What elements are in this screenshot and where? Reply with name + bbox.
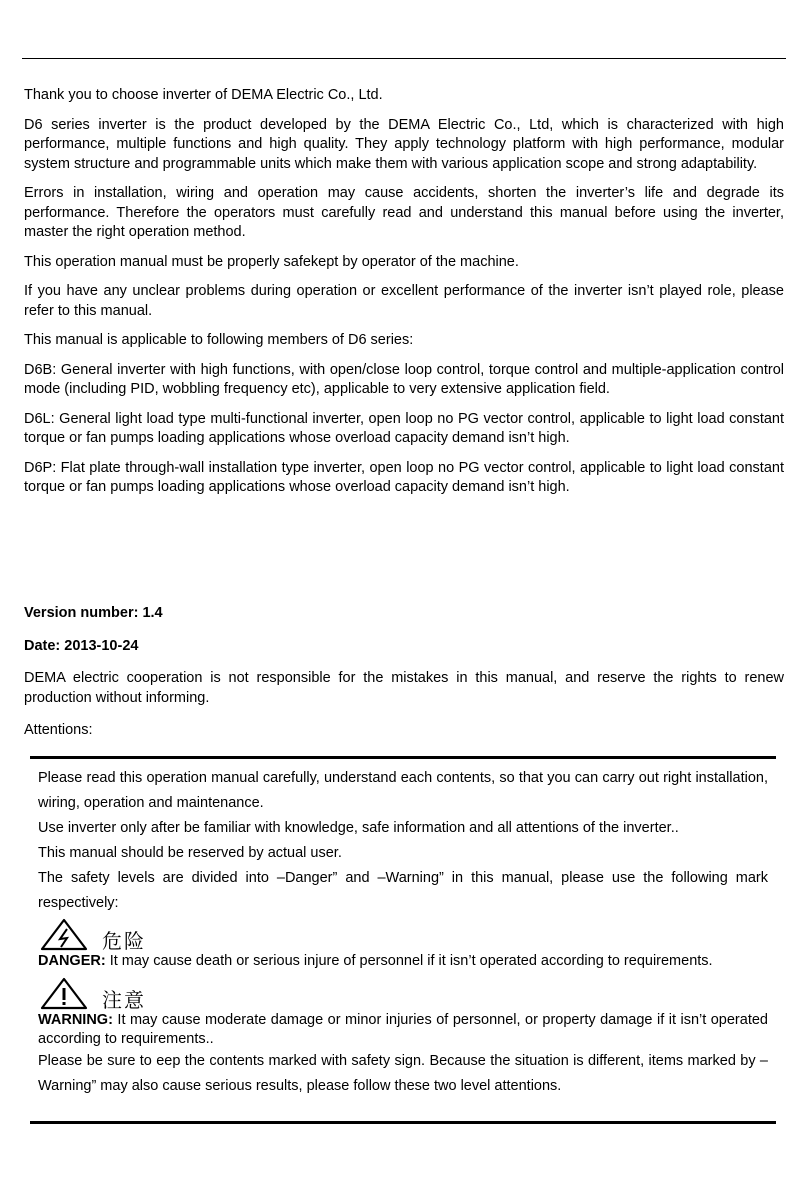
danger-chinese-label: 危险: [102, 929, 146, 953]
unclear-paragraph: If you have any unclear problems during operation or excellent performance of the inverter isn’t played role, please refer to this manual.: [24, 283, 784, 319]
d6b-paragraph: D6B: General inverter with high functions, with open/close loop control, torque control and multiple-application control mode (including PID, wobbling frequency etc), applicable to very extensive application field.: [24, 361, 784, 397]
follow-attentions-text: Please be sure to eep the contents marked with safety sign. Because the situation is different, items marked by –Warning” may also cause serious results, please follow these two level attentions.: [38, 1053, 768, 1094]
product-paragraph: D6 series inverter is the product developed by the DEMA Electric Co., Ltd, which is characterized with high performance, multiple functions and high quality. They apply technology platform with high performance, modular system structure and programmable units which make them with various application scope and strong adaptability.: [24, 116, 784, 172]
warning-triangle-icon: [38, 977, 94, 1011]
attentions-label: Attentions:: [24, 722, 93, 738]
reserved-text: This manual should be reserved by actual user.: [38, 845, 342, 861]
d6p-paragraph: D6P: Flat plate through-wall installation type inverter, open loop no PG vector control, applicable to light load constant torque or fan pumps loading applications whose overload capacity demand isn’t high.: [24, 459, 784, 495]
date: Date: 2013-10-24: [24, 637, 139, 654]
warning-sign: [38, 977, 768, 1011]
warning-text: [38, 1011, 768, 1049]
danger-description: It may cause death or serious injure of personnel if it isn’t operated according to requirements.: [105, 953, 713, 969]
danger-sign: [38, 918, 768, 952]
danger-keyword: DANGER:: [38, 953, 106, 969]
top-rule: [22, 58, 786, 59]
safekeep-paragraph: This operation manual must be properly safekept by operator of the machine.: [24, 253, 519, 270]
familiar-text: Use inverter only after be familiar with knowledge, safe information and all attentions of the inverter..: [38, 820, 679, 836]
warning-keyword: WARNING:: [38, 1012, 113, 1028]
safety-levels-text: The safety levels are divided into –Danger” and –Warning” in this manual, please use the following mark respectively:: [38, 870, 768, 911]
attentions-box: [30, 756, 776, 1124]
danger-triangle-icon: [38, 918, 94, 952]
warning-chinese-label: 注意: [102, 988, 146, 1012]
warning-description: It may cause moderate damage or minor injuries of personnel, or property damage if it isn’t operated according to requirements..: [38, 1012, 768, 1047]
disclaimer-paragraph: DEMA electric cooperation is not responsible for the mistakes in this manual, and reserve the rights to renew production without informing.: [24, 670, 784, 706]
intro-section: [24, 86, 784, 508]
meta-section: [24, 604, 784, 754]
errors-paragraph: Errors in installation, wiring and operation may cause accidents, shorten the inverter’s life and degrade its performance. Therefore the operators must carefully read and understand this manual before using the inverter, master the right operation method.: [24, 185, 784, 240]
read-manual-text: Please read this operation manual carefully, understand each contents, so that you can carry out right installation, wiring, operation and maintenance.: [38, 770, 768, 811]
applicable-paragraph: This manual is applicable to following members of D6 series:: [24, 332, 414, 348]
version-number: Version number: 1.4: [24, 605, 163, 621]
danger-text: [38, 952, 768, 971]
thanks-paragraph: Thank you to choose inverter of DEMA Electric Co., Ltd.: [24, 87, 383, 103]
d6l-paragraph: D6L: General light load type multi-functional inverter, open loop no PG vector control, applicable to light load constant torque or fan pumps loading applications whose overload capacity demand isn’t high.: [24, 410, 784, 446]
